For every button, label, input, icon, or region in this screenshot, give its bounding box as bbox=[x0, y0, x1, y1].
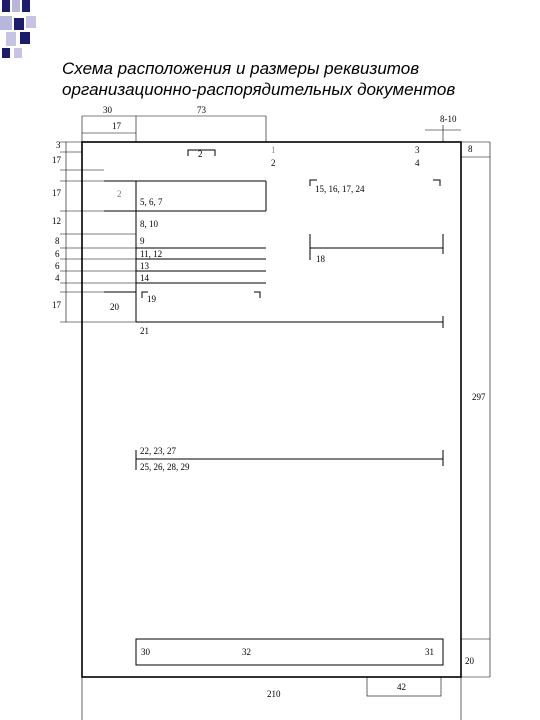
dim-8-right: 8 bbox=[468, 144, 473, 154]
footer-requisite-box bbox=[136, 639, 443, 665]
dim-3-left: 3 bbox=[56, 140, 61, 150]
requisite-2-box: 2 bbox=[198, 149, 203, 159]
dim-6-left-a: 6 bbox=[55, 249, 60, 259]
dim-42: 42 bbox=[397, 682, 406, 692]
requisite-13: 13 bbox=[140, 261, 149, 271]
top-dimensions bbox=[82, 116, 461, 142]
requisite-22-23-27: 22, 23, 27 bbox=[140, 446, 176, 456]
requisite-2-left: 2 bbox=[117, 189, 122, 199]
dim-20-right: 20 bbox=[465, 656, 474, 666]
dim-17-left-a: 17 bbox=[52, 155, 61, 165]
requisite-3: 3 bbox=[415, 145, 420, 155]
dim-30: 30 bbox=[103, 105, 112, 115]
requisite-31: 31 bbox=[425, 647, 434, 657]
left-dimensions bbox=[60, 142, 266, 322]
requisite-32: 32 bbox=[242, 647, 251, 657]
dim-17-left-b: 17 bbox=[52, 188, 61, 198]
document-sheet bbox=[82, 142, 461, 677]
dim-20-inner: 20 bbox=[110, 302, 119, 312]
dim-8-left: 8 bbox=[55, 236, 60, 246]
requisite-25-26-28-29: 25, 26, 28, 29 bbox=[140, 462, 190, 472]
dim-6-left-b: 6 bbox=[55, 261, 60, 271]
left-requisite-block bbox=[104, 181, 266, 322]
requisite-11-12: 11, 12 bbox=[140, 249, 163, 259]
requisite-19: 19 bbox=[147, 294, 156, 304]
requisite-9: 9 bbox=[140, 236, 145, 246]
dim-17-top: 17 bbox=[112, 121, 121, 131]
dim-297: 297 bbox=[472, 392, 486, 402]
dim-17-left-c: 17 bbox=[52, 300, 61, 310]
dim-8-10: 8-10 bbox=[440, 114, 457, 124]
dim-12-left: 12 bbox=[52, 216, 61, 226]
requisite-18: 18 bbox=[316, 254, 325, 264]
requisite-30: 30 bbox=[141, 647, 150, 657]
requisite-15-16-17-24: 15, 16, 17, 24 bbox=[315, 184, 365, 194]
requisite-14: 14 bbox=[140, 273, 149, 283]
dim-4-left: 4 bbox=[55, 273, 60, 283]
dim-73: 73 bbox=[197, 105, 206, 115]
requisite-1: 1 bbox=[271, 145, 276, 155]
requisite-5-6-7: 5, 6, 7 bbox=[140, 197, 163, 207]
requisite-2-under-1: 2 bbox=[271, 158, 276, 168]
title-line-1: Схема расположения и размеры реквизитов bbox=[62, 59, 420, 78]
title-line-2: организационно-распорядительных документов bbox=[62, 80, 456, 99]
requisite-4: 4 bbox=[415, 158, 420, 168]
requisite-15-bracket-right bbox=[433, 180, 440, 186]
right-dimensions bbox=[461, 142, 490, 677]
requisite-21: 21 bbox=[140, 326, 149, 336]
requisite-8-10: 8, 10 bbox=[140, 219, 158, 229]
dim-210: 210 bbox=[267, 689, 281, 699]
